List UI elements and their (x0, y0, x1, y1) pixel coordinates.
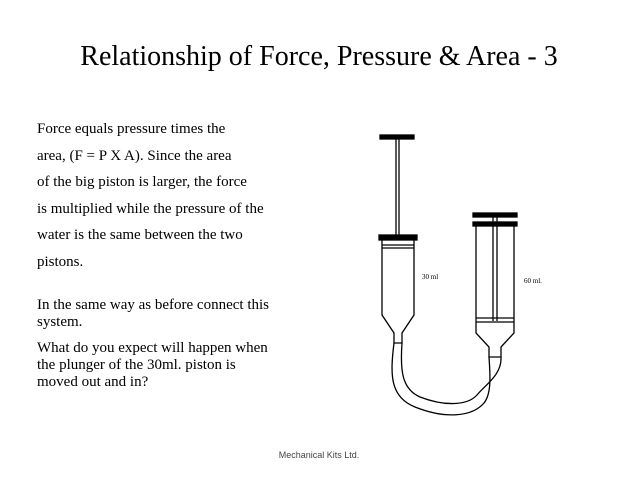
connecting-tube (401, 343, 501, 404)
small-syringe-label: 30 ml (422, 273, 439, 281)
large-syringe-label: 60 ml. (524, 277, 542, 285)
large-barrel (476, 226, 514, 357)
explanation-paragraph (37, 116, 327, 276)
large-plunger-handle (473, 213, 517, 217)
text-line: system. (37, 314, 83, 330)
syringe-diagram (360, 125, 560, 435)
slide-title: Relationship of Force, Pressure & Area - 3 (80, 41, 558, 72)
text-line: moved out and in? (37, 374, 149, 390)
text-line: Force equals pressure times the (37, 121, 226, 137)
instruction-paragraphs (37, 297, 327, 391)
large-barrel-cap (473, 222, 517, 226)
text-line: area, (F = P X A). Since the area (37, 147, 232, 164)
text-line: What do you expect will happen when (37, 340, 268, 356)
small-barrel-cap (379, 235, 417, 240)
text-line: In the same way as before connect this (37, 297, 269, 313)
text-line: the plunger of the 30ml. piston is (37, 357, 236, 373)
small-plunger-handle (380, 135, 414, 139)
paragraph-spacer (37, 331, 327, 340)
footer-credit: Mechanical Kits Ltd. (278, 450, 360, 460)
text-line: is multiplied while the pressure of the (37, 200, 264, 217)
small-syringe (379, 135, 438, 343)
text-line: of the big piston is larger, the force (37, 174, 247, 191)
small-barrel (382, 240, 414, 343)
connecting-tube (392, 343, 490, 415)
text-line: pistons. (37, 253, 84, 270)
text-line: water is the same between the two (37, 227, 243, 244)
large-syringe (473, 213, 542, 357)
